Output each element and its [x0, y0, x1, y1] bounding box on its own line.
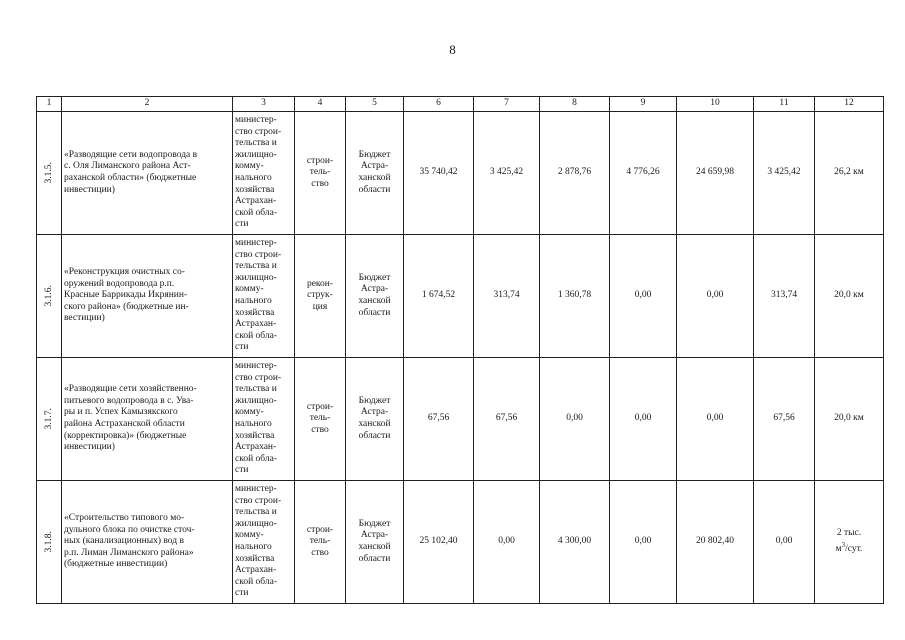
value-col8: 2 878,76 — [540, 112, 610, 235]
funding-source: Бюджет Астра- ханской области — [358, 518, 391, 564]
value-col8: 0,00 — [540, 358, 610, 481]
value-col9: 4 776,26 — [610, 112, 677, 235]
value-col10: 20 802,40 — [677, 481, 754, 604]
col-header-8: 8 — [540, 97, 610, 112]
object-name-cell — [62, 358, 233, 481]
object-name: «Разводящие сети водопровода в с. Оля Лиманского района Аст- раханской области» (бюджетные инвестиции) — [64, 149, 198, 195]
header-row — [37, 97, 884, 112]
work-type: строи- тель- ство — [306, 401, 334, 435]
work-type: рекон- струк- ция — [306, 278, 334, 312]
row-number-cell — [37, 235, 62, 358]
value-total: 35 740,42 — [404, 112, 474, 235]
funding-source: Бюджет Астра- ханской области — [358, 395, 391, 441]
result-unit-exponent: 3 — [841, 540, 846, 549]
executor: министер- ство строи- тельства и жилищно- комму- нального хозяйства Астрахан- ской обла- сти — [235, 238, 282, 353]
work-type-cell — [295, 358, 346, 481]
col-header-9: 9 — [610, 97, 677, 112]
value-col10: 24 659,98 — [677, 112, 754, 235]
result-indicator — [815, 481, 884, 604]
col-header-12: 12 — [815, 97, 884, 112]
value-col10: 0,00 — [677, 235, 754, 358]
table-row — [37, 481, 884, 604]
col-header-10: 10 — [677, 97, 754, 112]
value-col8: 4 300,00 — [540, 481, 610, 604]
row-number: 3.1.8. — [43, 531, 54, 553]
object-name: «Строительство типового мо- дульного блока по очистке сточ- ных (канализационных) вод в р.п. Лиман Лиманского района» (бюджетные инвестиции) — [64, 513, 195, 570]
value-col9: 0,00 — [610, 235, 677, 358]
executor-cell — [233, 358, 295, 481]
value-total: 25 102,40 — [404, 481, 474, 604]
row-number: 3.1.6. — [43, 285, 54, 307]
result-indicator: 20,0 км — [815, 235, 884, 358]
value-col7: 313,74 — [474, 235, 540, 358]
result-indicator: 26,2 км — [815, 112, 884, 235]
col-header-11: 11 — [754, 97, 815, 112]
value-col9: 0,00 — [610, 481, 677, 604]
value-col8: 1 360,78 — [540, 235, 610, 358]
value-col11: 3 425,42 — [754, 112, 815, 235]
table-row — [37, 235, 884, 358]
result-indicator: 20,0 км — [815, 358, 884, 481]
value-col10: 0,00 — [677, 358, 754, 481]
funding-source-cell — [346, 235, 404, 358]
result-unit-tail: /сут. — [845, 544, 863, 555]
result-unit: м — [835, 544, 842, 555]
col-header-4: 4 — [295, 97, 346, 112]
executor: министер- ство строи- тельства и жилищно- комму- нального хозяйства Астрахан- ской обла- сти — [235, 484, 282, 599]
object-name-cell — [62, 235, 233, 358]
value-col11: 313,74 — [754, 235, 815, 358]
result-amount: 2 тыс. — [836, 528, 862, 539]
executor-cell — [233, 112, 295, 235]
funding-source-cell — [346, 358, 404, 481]
value-total: 67,56 — [404, 358, 474, 481]
executor: министер- ство строи- тельства и жилищно- комму- нального хозяйства Астрахан- ской обла- сти — [235, 361, 282, 476]
value-col7: 67,56 — [474, 358, 540, 481]
row-number-cell — [37, 112, 62, 235]
executor-cell — [233, 235, 295, 358]
table-row — [37, 358, 884, 481]
value-col9: 0,00 — [610, 358, 677, 481]
work-type: строи- тель- ство — [306, 155, 334, 189]
object-name: «Разводящие сети хозяйственно- питьевого водопровода в с. Ува- ры и п. Успех Камызякского района Астраханской области (корректировка)» (бюджетные инвестиции) — [64, 384, 197, 453]
value-col11: 67,56 — [754, 358, 815, 481]
value-col11: 0,00 — [754, 481, 815, 604]
value-col7: 0,00 — [474, 481, 540, 604]
col-header-1: 1 — [37, 97, 62, 112]
program-table — [36, 96, 884, 604]
executor: министер- ство строи- тельства и жилищно- комму- нального хозяйства Астрахан- ской обла- сти — [235, 115, 282, 230]
value-col7: 3 425,42 — [474, 112, 540, 235]
work-type-cell — [295, 112, 346, 235]
executor-cell — [233, 481, 295, 604]
funding-source: Бюджет Астра- ханской области — [358, 149, 391, 195]
col-header-5: 5 — [346, 97, 404, 112]
object-name-cell — [62, 481, 233, 604]
object-name: «Реконструкция очистных со- оружений водопровода р.п. Красные Баррикады Икрянин- ского района» (бюджетные ин- вестиции) — [64, 267, 189, 324]
funding-source-cell — [346, 112, 404, 235]
work-type-cell — [295, 481, 346, 604]
value-total: 1 674,52 — [404, 235, 474, 358]
col-header-7: 7 — [474, 97, 540, 112]
page-number: 8 — [449, 42, 456, 57]
row-number: 3.1.7. — [43, 408, 54, 430]
table-row — [37, 112, 884, 235]
object-name-cell — [62, 112, 233, 235]
work-type-cell — [295, 235, 346, 358]
row-number-cell — [37, 481, 62, 604]
funding-source-cell — [346, 481, 404, 604]
col-header-6: 6 — [404, 97, 474, 112]
row-number-cell — [37, 358, 62, 481]
row-number: 3.1.5. — [43, 162, 54, 184]
col-header-3: 3 — [233, 97, 295, 112]
col-header-2: 2 — [62, 97, 233, 112]
funding-source: Бюджет Астра- ханской области — [358, 272, 391, 318]
work-type: строи- тель- ство — [306, 524, 334, 558]
